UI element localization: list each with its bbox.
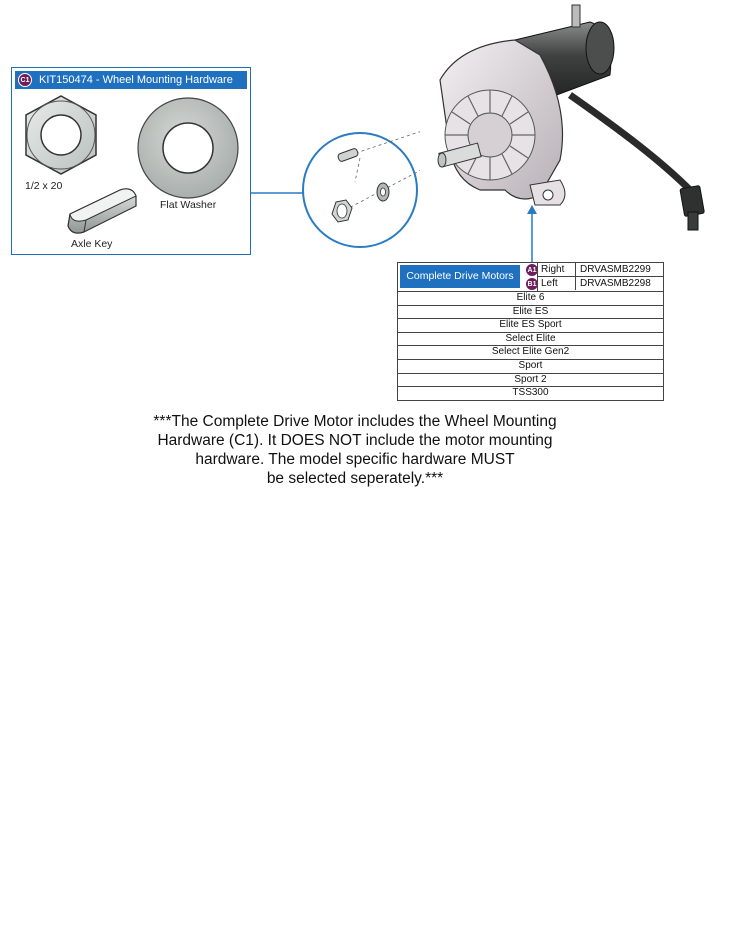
model-row: Sport — [398, 359, 663, 373]
motor-side: Right — [541, 264, 565, 275]
hex-nut-image — [20, 94, 102, 176]
model-row: Elite ES Sport — [398, 318, 663, 332]
drive-motor-table — [397, 262, 664, 401]
model-row: Elite 6 — [516, 292, 545, 303]
motor-part-number[interactable]: DRVASMB2298 — [575, 277, 663, 290]
hardware-zoom-circle — [300, 130, 420, 250]
drive-motor-table-header — [398, 263, 663, 292]
badge-b1: B1 — [525, 277, 539, 291]
motor-row-left — [538, 277, 663, 290]
kit-badge: C1 — [18, 73, 32, 87]
hardware-note — [100, 412, 610, 488]
model-row: Select Elite — [398, 332, 663, 346]
motor-side: Left — [541, 278, 558, 289]
flat-washer-image — [136, 96, 240, 200]
motor-part-number[interactable]: DRVASMB2299 — [575, 263, 663, 276]
model-row: TSS300 — [398, 386, 663, 400]
drive-motor-table-title: Complete Drive Motors — [400, 265, 520, 288]
kit-callout-box — [11, 67, 251, 255]
model-row: Sport 2 — [398, 373, 663, 387]
kit-title: KIT150474 - Wheel Mounting Hardware — [39, 74, 233, 86]
kit-title-bar — [15, 71, 247, 89]
axle-key-image — [62, 184, 140, 240]
axle-key-label: Axle Key — [71, 238, 113, 250]
model-row: Select Elite Gen2 — [398, 345, 663, 359]
drive-motor-image — [420, 0, 730, 240]
badge-a1: A1 — [525, 263, 539, 277]
note-line: ***The Complete Drive Motor includes the Wheel Mounting — [153, 413, 557, 430]
note-line: be selected seperately.*** — [266, 470, 444, 487]
note-line: Hardware (C1). It DOES NOT include the motor mounting — [157, 432, 553, 449]
note-line: hardware. The model specific hardware MUST — [195, 451, 515, 468]
model-row: Elite ES — [398, 305, 663, 319]
nut-label: 1/2 x 20 — [25, 180, 63, 192]
model-list — [398, 292, 663, 400]
washer-label: Flat Washer — [160, 199, 217, 211]
motor-row-right — [538, 263, 663, 277]
